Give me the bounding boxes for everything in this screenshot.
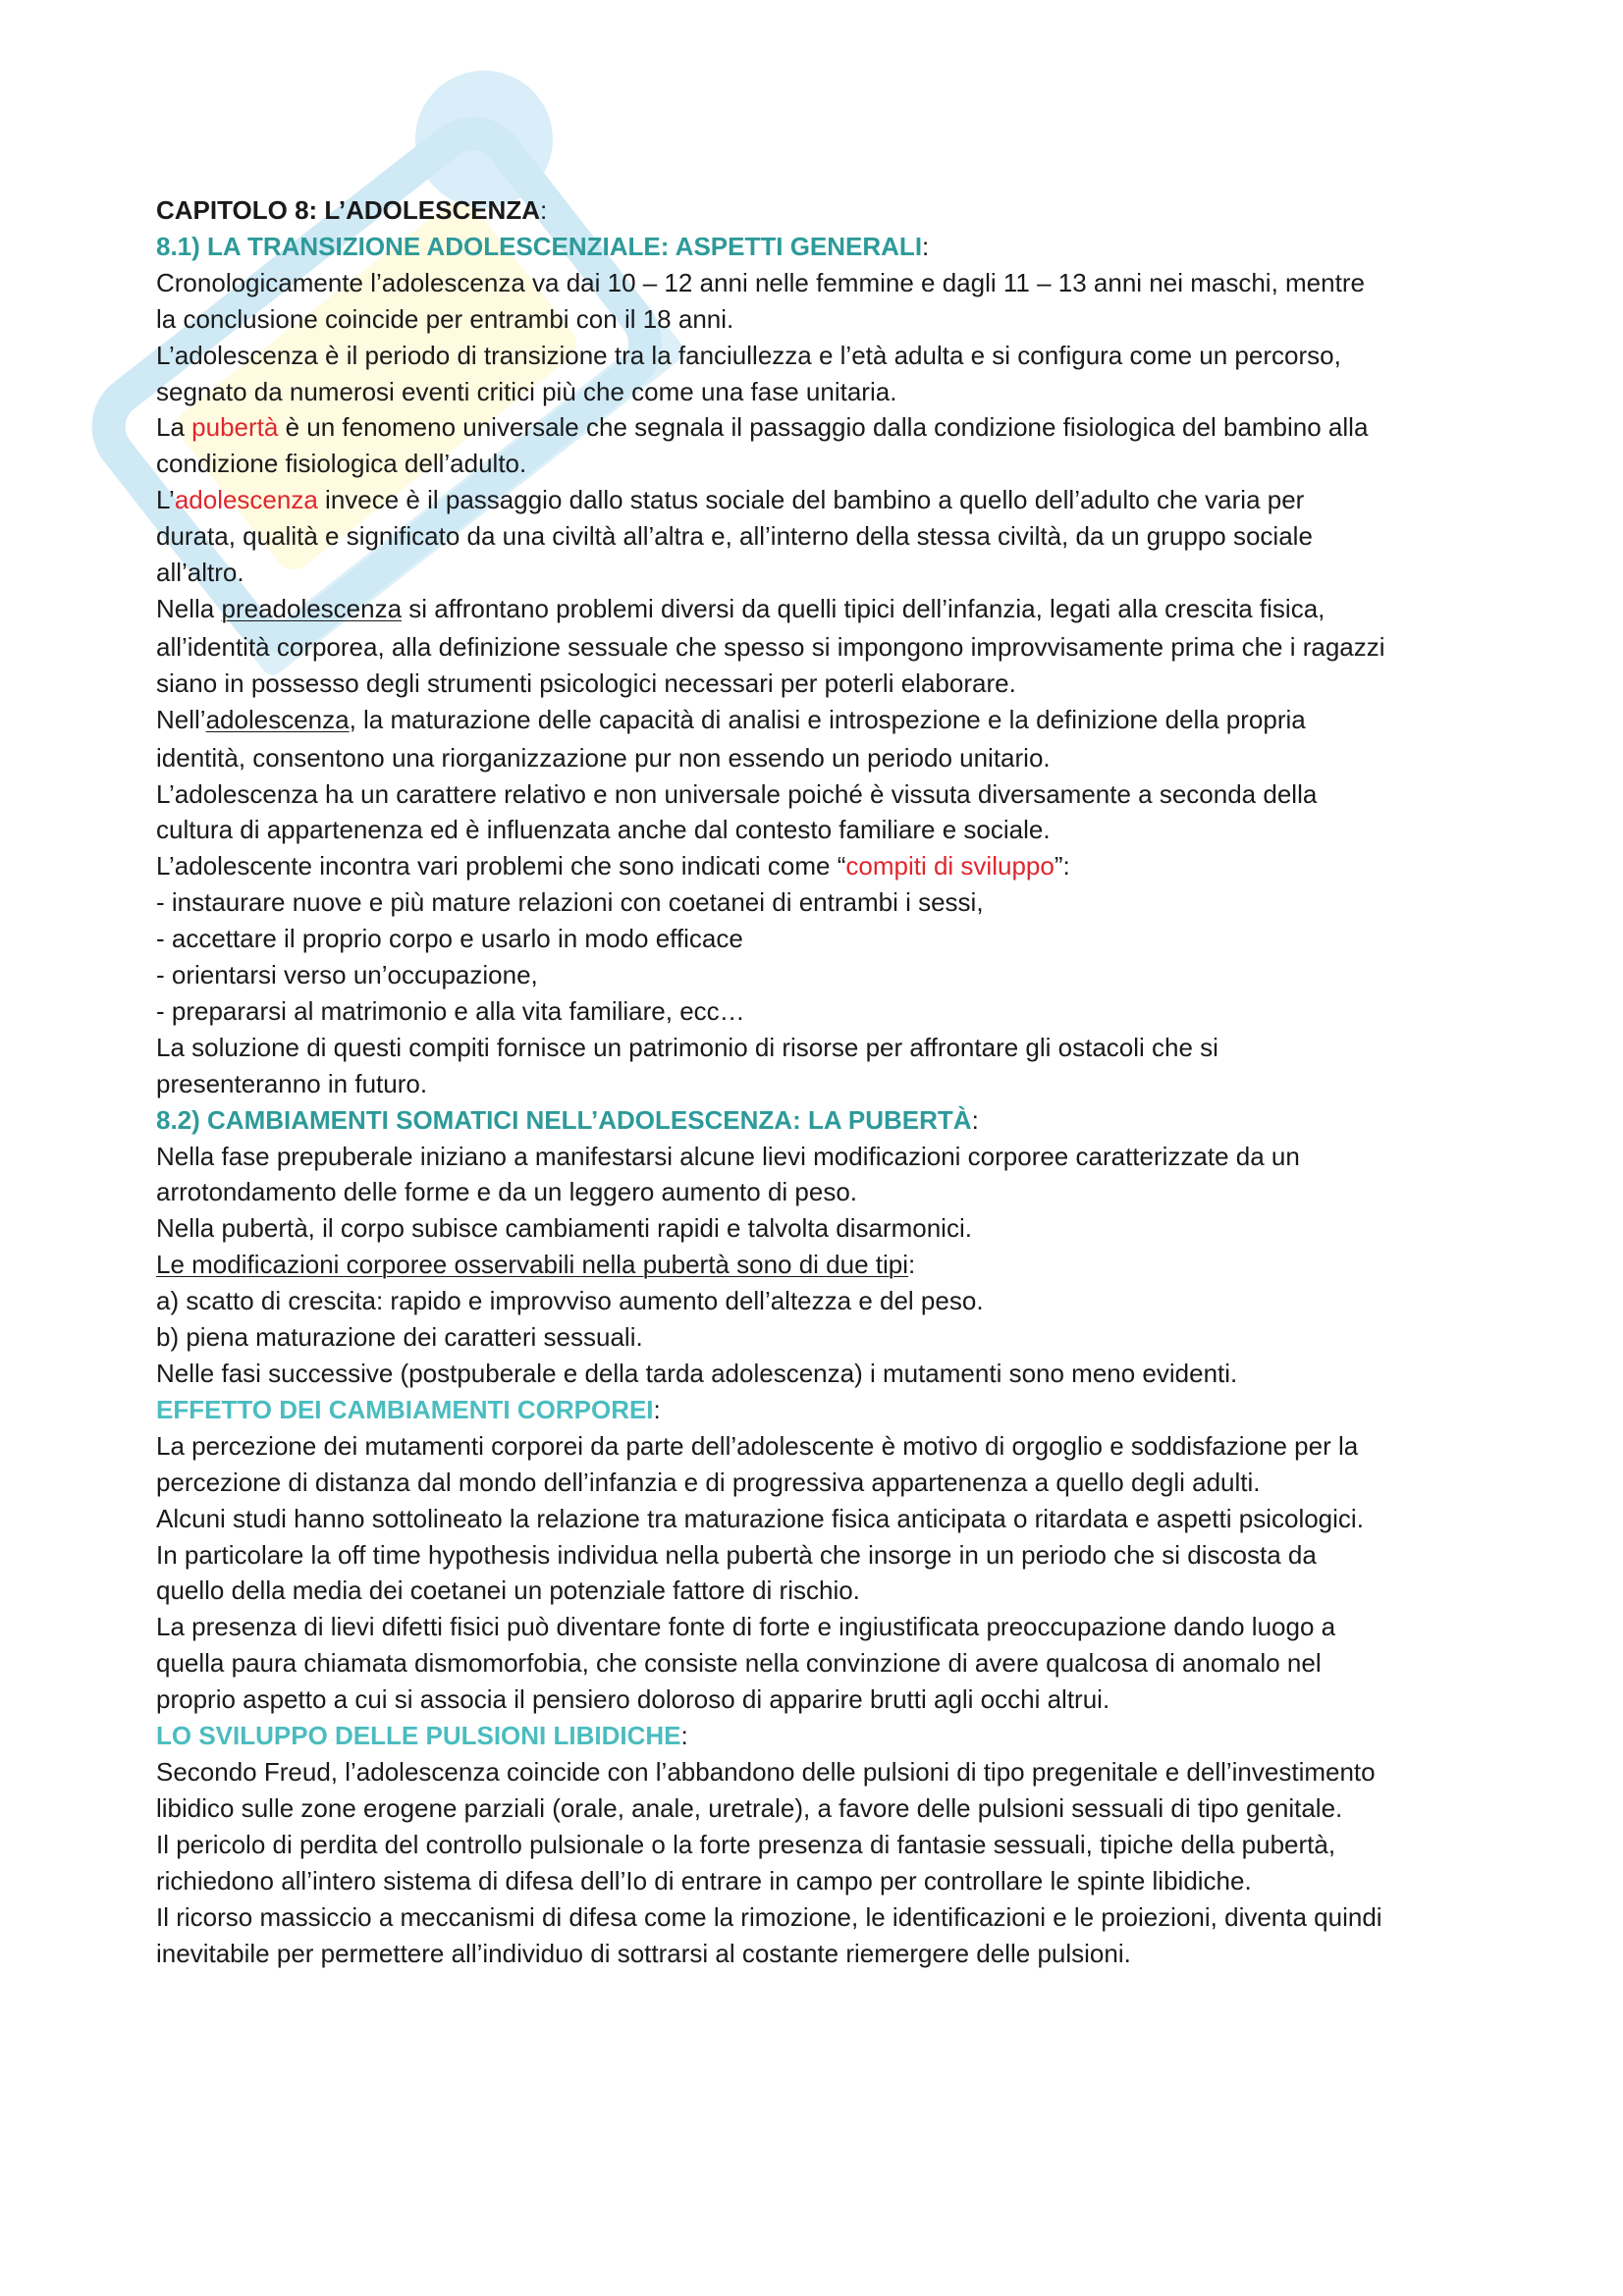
- paragraph-line: durata, qualità e significato da una civiltà all’altra e, all’interno della stessa civiltà, da un gruppo sociale: [156, 521, 1313, 552]
- paragraph-line: Il ricorso massiccio a meccanismi di difesa come la rimozione, le identificazioni e le proiezioni, diventa quindi: [156, 1901, 1382, 1932]
- paragraph-line: La soluzione di questi compiti fornisce un patrimonio di risorse per affrontare gli ostacoli che si: [156, 1032, 1218, 1062]
- paragraph-line: L’adolescenza ha un carattere relativo e non universale poiché è vissuta diversamente a seconda della: [156, 778, 1318, 809]
- paragraph-line: libidico sulle zone erogene parziali (orale, anale, uretrale), a favore delle pulsioni sessuali di tipo genitale.: [156, 1792, 1343, 1823]
- paragraph-line: cultura di appartenenza ed è influenzata anche dal contesto familiare e sociale.: [156, 815, 1051, 845]
- section-heading-pulsioni: LO SVILUPPO DELLE PULSIONI LIBIDICHE:: [156, 1721, 688, 1751]
- paragraph-line: condizione fisiologica dell’adulto.: [156, 449, 527, 479]
- paragraph-line: inevitabile per permettere all’individuo di sottrarsi al costante riemergere delle pulsioni.: [156, 1938, 1131, 1968]
- bullet-item: Nell’adolescenza, la maturazione delle capacità di analisi e introspezione e la definizione della propria: [156, 704, 1306, 734]
- paragraph-line: all’altro.: [156, 558, 244, 588]
- paragraph-line: identità, consentono una riorganizzazione pur non essendo un periodo unitario.: [156, 742, 1051, 773]
- list-item: - orientarsi verso un’occupazione,: [156, 960, 538, 990]
- paragraph-line: La presenza di lievi difetti fisici può diventare fonte di forte e ingiustificata preoccupazione dando luogo a: [156, 1612, 1336, 1642]
- paragraph-line: arrotondamento delle forme e da un leggero aumento di peso.: [156, 1177, 858, 1207]
- document-page: [156, 192, 1491, 1971]
- paragraph-line: La pubertà è un fenomeno universale che segnala il passaggio dalla condizione fisiologica del bambino alla: [156, 412, 1369, 443]
- list-item: - accettare il proprio corpo e usarlo in modo efficace: [156, 924, 743, 954]
- paragraph-line: segnato da numerosi eventi critici più che come una fase unitaria.: [156, 376, 897, 406]
- paragraph-line: quella paura chiamata dismomorfobia, che consiste nella convinzione di avere qualcosa di anomalo nel: [156, 1648, 1322, 1679]
- list-item: a) scatto di crescita: rapido e improvviso aumento dell’altezza e del peso.: [156, 1286, 984, 1316]
- term-adolescenza-underlined: adolescenza: [205, 704, 350, 734]
- paragraph-line: La percezione dei mutamenti corporei da parte dell’adolescente è motivo di orgoglio e soddisfazione per la: [156, 1430, 1359, 1461]
- paragraph-line: Cronologicamente l’adolescenza va dai 10 – 12 anni nelle femmine e dagli 11 – 13 anni nei maschi, mentre: [156, 267, 1365, 297]
- term-preadolescenza: preadolescenza: [221, 593, 403, 623]
- term-adolescenza: adolescenza: [174, 485, 318, 515]
- paragraph-line: presenteranno in futuro.: [156, 1068, 428, 1098]
- paragraph-line: Il pericolo di perdita del controllo pulsionale o la forte presenza di fantasie sessuali, tipiche della pubertà,: [156, 1829, 1336, 1859]
- paragraph-line: In particolare la off time hypothesis individua nella pubertà che insorge in un periodo che si discosta da: [156, 1539, 1317, 1570]
- paragraph-line: L’adolescente incontra vari problemi che sono indicati come “compiti di sviluppo”:: [156, 851, 1070, 881]
- section-heading-8-2: 8.2) CAMBIAMENTI SOMATICI NELL’ADOLESCENZA: LA PUBERTÀ:: [156, 1104, 979, 1135]
- list-item: b) piena maturazione dei caratteri sessuali.: [156, 1322, 643, 1353]
- paragraph-line: Nelle fasi successive (postpuberale e della tarda adolescenza) i mutamenti sono meno evidenti.: [156, 1359, 1238, 1388]
- paragraph-line: percezione di distanza dal mondo dell’infanzia e di progressiva appartenenza a quello degli adulti.: [156, 1467, 1261, 1497]
- paragraph-line: all’identità corporea, alla definizione sessuale che spesso si impongono improvvisamente prima che i ragazzi: [156, 631, 1385, 662]
- term-compiti-di-sviluppo: compiti di sviluppo: [845, 851, 1055, 881]
- paragraph-line: Secondo Freud, l’adolescenza coincide con l’abbandono delle pulsioni di tipo pregenitale e dell’investimento: [156, 1756, 1376, 1787]
- bullet-item: Nella preadolescenza si affrontano problemi diversi da quelli tipici dell’infanzia, legati alla crescita fisica,: [156, 593, 1325, 623]
- paragraph-line: L’adolescenza è il periodo di transizione tra la fanciullezza e l’età adulta e si configura come un percorso,: [156, 340, 1341, 370]
- section-heading-effetto: EFFETTO DEI CAMBIAMENTI CORPOREI:: [156, 1394, 661, 1424]
- paragraph-line: L’adolescenza invece è il passaggio dallo status sociale del bambino a quello dell’adulto che varia per: [156, 485, 1305, 515]
- paragraph-line: la conclusione coincide per entrambi con il 18 anni.: [156, 303, 734, 334]
- paragraph-line: quello della media dei coetanei un potenziale fattore di rischio.: [156, 1575, 860, 1606]
- paragraph-line: siano in possesso degli strumenti psicologici necessari per poterli elaborare.: [156, 667, 1016, 698]
- term-puberta: pubertà: [191, 412, 279, 443]
- paragraph-line: proprio aspetto a cui si associa il pensiero doloroso di apparire brutti agli occhi altrui.: [156, 1684, 1110, 1715]
- paragraph-line: Le modificazioni corporee osservabili nella pubertà sono di due tipi:: [156, 1250, 916, 1280]
- paragraph-line: Alcuni studi hanno sottolineato la relazione tra maturazione fisica anticipata o ritardata e aspetti psicologici.: [156, 1503, 1364, 1533]
- paragraph-line: Nella pubertà, il corpo subisce cambiamenti rapidi e talvolta disarmonici.: [156, 1213, 972, 1244]
- paragraph-line: Nella fase prepuberale iniziano a manifestarsi alcune lievi modificazioni corporee caratterizzate da un: [156, 1141, 1300, 1171]
- chapter-title: CAPITOLO 8: L’ADOLESCENZA:: [156, 195, 548, 225]
- list-item: - instaurare nuove e più mature relazioni con coetanei di entrambi i sessi,: [156, 887, 984, 918]
- list-item: - prepararsi al matrimonio e alla vita familiare, ecc…: [156, 995, 745, 1026]
- paragraph-line: richiedono all’intero sistema di difesa dell’Io di entrare in campo per controllare le spinte libidiche.: [156, 1865, 1252, 1896]
- section-heading-8-1: 8.1) LA TRANSIZIONE ADOLESCENZIALE: ASPETTI GENERALI:: [156, 231, 930, 261]
